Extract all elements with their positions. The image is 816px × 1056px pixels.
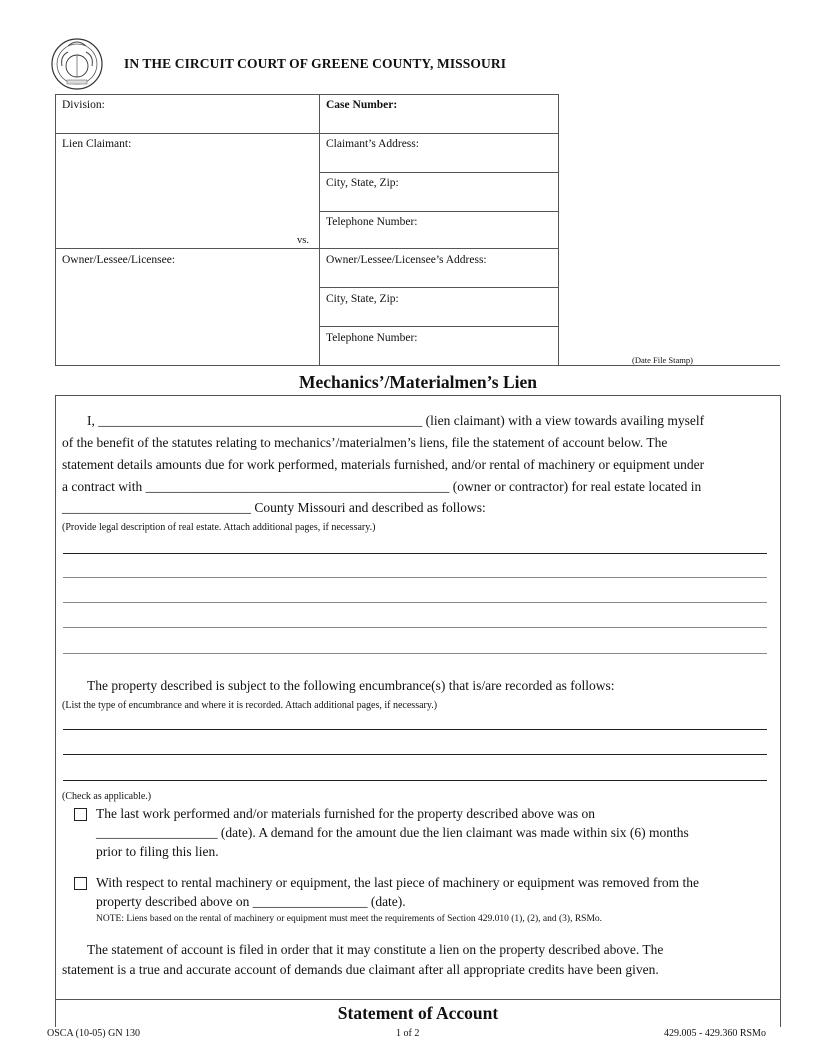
encumbrance-line[interactable]	[63, 729, 767, 730]
lien-para-line-3: statement details amounts due for work performed, materials furnished, and/or rental of machinery or equipment under	[62, 457, 705, 472]
owner-city-state-zip-label: City, State, Zip:	[326, 293, 399, 305]
check-applicable-note: (Check as applicable.)	[62, 791, 152, 802]
date-file-stamp-label: (Date File Stamp)	[632, 355, 693, 365]
statute-reference: 429.005 - 429.360 RSMo	[664, 1028, 766, 1039]
court-title: IN THE CIRCUIT COURT OF GREENE COUNTY, MISSOURI	[124, 56, 507, 71]
option-1-line-3: prior to filing this lien.	[96, 844, 219, 859]
owner-label: Owner/Lessee/Licensee:	[62, 254, 176, 266]
missouri-state-seal-icon	[50, 36, 104, 90]
claimant-address-label: Claimant’s Address:	[326, 138, 419, 150]
legal-description-line[interactable]	[63, 653, 767, 654]
lien-para-line-2: of the benefit of the statutes relating to mechanics’/materialmen’s liens, file the statement of account below. The	[62, 435, 668, 450]
statement-line-2: statement is a true and accurate account of demands due claimant after all appropriate credits have been given.	[62, 962, 659, 977]
lien-claimant-label: Lien Claimant:	[62, 138, 132, 150]
claimant-telephone-label: Telephone Number:	[326, 216, 418, 228]
option-1-line-2: __________________ (date). A demand for the amount due the lien claimant was made within six (6) months	[96, 825, 689, 840]
versus-label: vs.	[297, 235, 309, 246]
option-1-line-1: The last work performed and/or materials furnished for the property described above was on	[96, 806, 595, 821]
case-number-label: Case Number:	[326, 99, 398, 111]
option-2-line-1: With respect to rental machinery or equipment, the last piece of machinery or equipment was removed from the	[96, 875, 699, 890]
rental-note: NOTE: Liens based on the rental of machinery or equipment must meet the requirements of Section 429.010 (1), (2), and (3), RSMo.	[96, 914, 603, 924]
option-2-line-2: property described above on _________________ (date).	[96, 894, 406, 909]
legal-description-line[interactable]	[63, 602, 767, 603]
encumbrance-text: The property described is subject to the following encumbrance(s) that is/are recorded as follows:	[87, 678, 615, 693]
lien-section-title: Mechanics’/Materialmen’s Lien	[299, 372, 537, 392]
statement-of-account-title: Statement of Account	[337, 1003, 499, 1023]
encumbrance-line[interactable]	[63, 780, 767, 781]
legal-description-line[interactable]	[63, 577, 767, 578]
legal-description-line[interactable]	[63, 627, 767, 628]
last-work-checkbox[interactable]	[74, 808, 87, 821]
lien-para-line-5: ____________________________ County Missouri and described as follows:	[62, 500, 486, 515]
rental-equipment-checkbox[interactable]	[74, 877, 87, 890]
legal-description-note: (Provide legal description of real estate. Attach additional pages, if necessary.)	[62, 522, 376, 533]
owner-address-label: Owner/Lessee/Licensee’s Address:	[326, 254, 487, 266]
owner-telephone-label: Telephone Number:	[326, 332, 418, 344]
lien-para-line-1: I, ________________________________________________ (lien claimant) with a view towards availing myself	[87, 413, 705, 428]
statement-line-1: The statement of account is filed in order that it may constitute a lien on the property described above. The	[87, 942, 664, 957]
page-number: 1 of 2	[396, 1028, 420, 1039]
encumbrance-line[interactable]	[63, 754, 767, 755]
lien-para-line-4: a contract with _____________________________________________ (owner or contractor) for real estate located in	[62, 479, 702, 494]
encumbrance-note: (List the type of encumbrance and where it is recorded. Attach additional pages, if necessary.)	[62, 700, 438, 711]
division-label: Division:	[62, 99, 105, 111]
legal-description-line[interactable]	[63, 553, 767, 554]
claimant-city-state-zip-label: City, State, Zip:	[326, 177, 399, 189]
form-id: OSCA (10-05) GN 130	[47, 1028, 141, 1039]
